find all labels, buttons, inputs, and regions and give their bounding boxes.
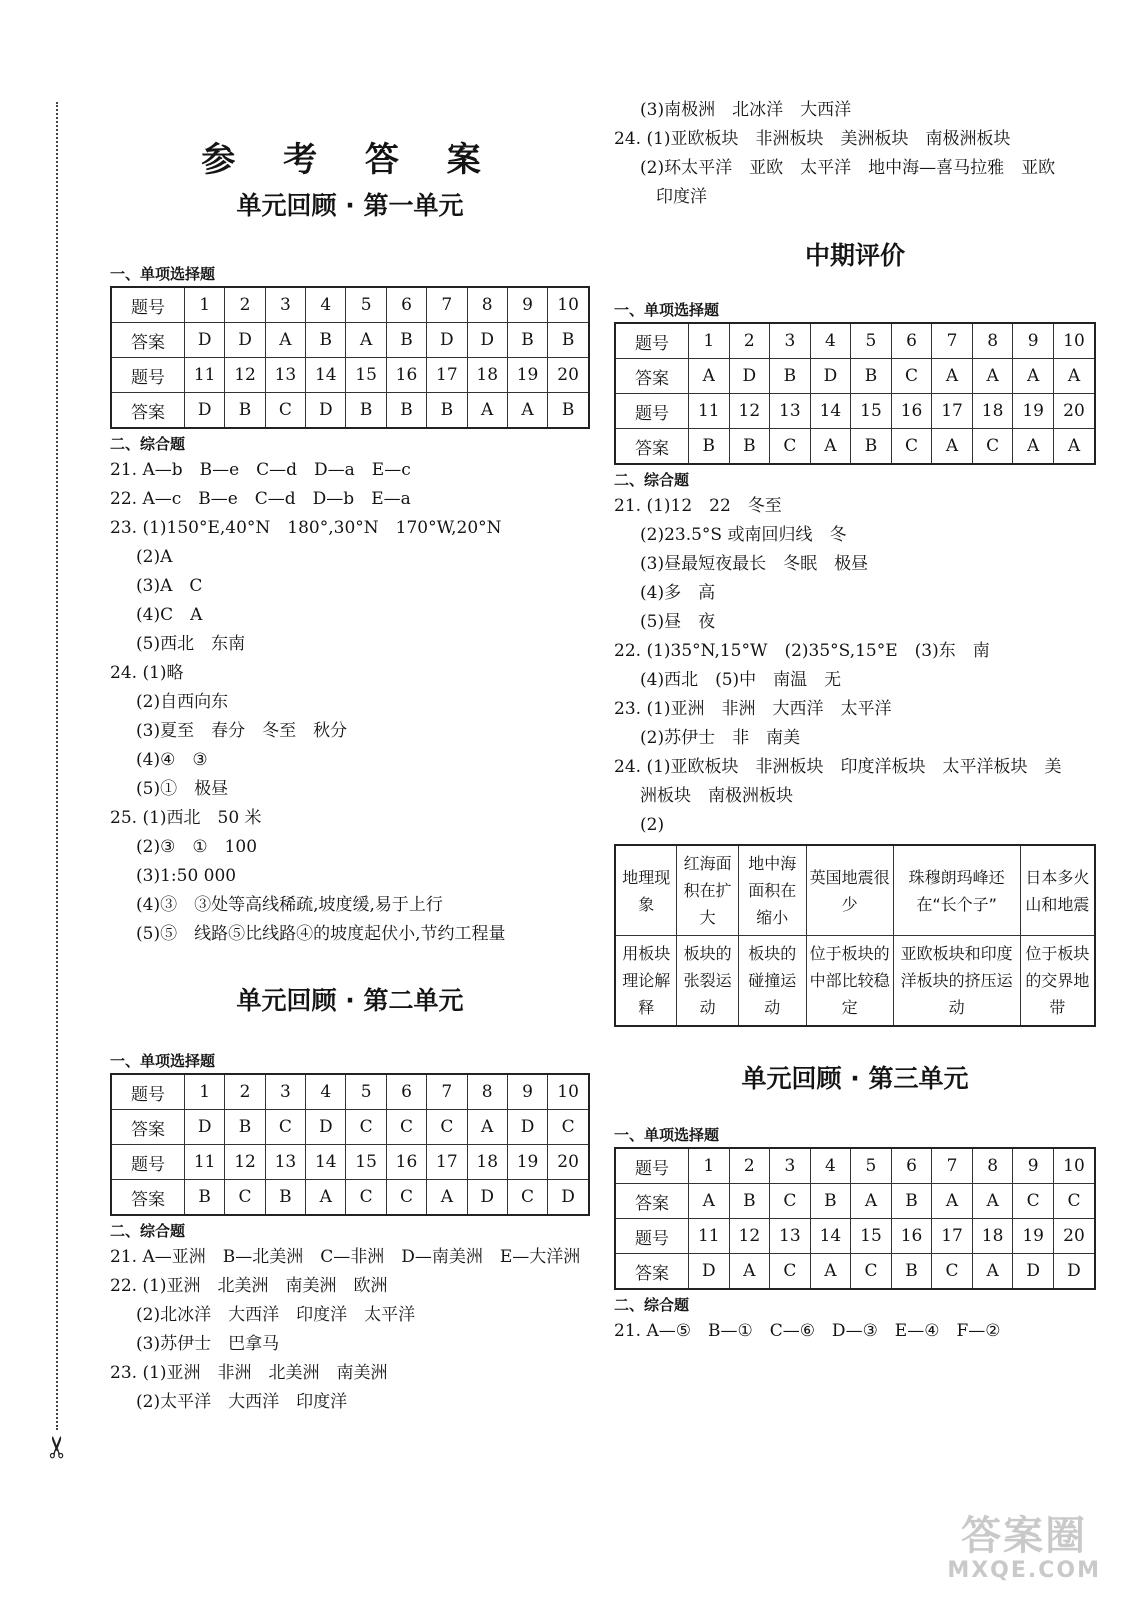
row-header-cell: 答案	[615, 359, 689, 394]
table-cell: 5	[851, 323, 892, 359]
table-cell: 20	[548, 1145, 589, 1180]
answer-line: (4)C A	[136, 605, 203, 625]
table-cell: D	[185, 323, 225, 358]
row-header-cell: 答案	[111, 393, 185, 429]
table-cell: 14	[810, 1219, 851, 1254]
answer-line: 21. A—b B—e C—d D—a E—c	[110, 460, 411, 480]
table-cell: A	[467, 1110, 507, 1145]
table-cell: A	[932, 1184, 973, 1219]
cut-line	[56, 102, 58, 1430]
midterm-answer-table	[614, 322, 1096, 465]
table-cell: 16	[891, 394, 932, 429]
table-cell: 12	[225, 1145, 265, 1180]
row-header-cell: 答案	[615, 429, 689, 465]
answer-line: (3)昼最短夜最长 冬眠 极昼	[640, 554, 869, 574]
table-cell: C	[265, 393, 305, 429]
table-cell: 2	[225, 287, 265, 323]
answer-line: (2)苏伊士 非 南美	[640, 728, 801, 748]
table-cell: 15	[851, 1219, 892, 1254]
table-cell: B	[851, 359, 892, 394]
table-row	[615, 359, 1095, 394]
answer-line: (4)③ ③处等高线稀疏,坡度缓,易于上行	[136, 895, 443, 915]
table-cell: B	[225, 1110, 265, 1145]
table-cell: 14	[306, 358, 346, 393]
midterm-section-comprehensive: 二、综合题	[614, 471, 690, 489]
answer-line: (4)④ ③	[136, 750, 208, 770]
table-cell: 4	[306, 1074, 346, 1110]
table-cell: D	[306, 393, 346, 429]
row-header-cell: 题号	[111, 1145, 185, 1180]
row-header-cell: 题号	[615, 1219, 689, 1254]
table-cell: A	[972, 359, 1013, 394]
table-cell: 板块的碰撞运动	[738, 936, 806, 1027]
table-cell: 6	[386, 287, 426, 323]
table-cell: 3	[265, 287, 305, 323]
table-cell: 20	[1053, 1219, 1095, 1254]
unit1-section-choice: 一、单项选择题	[110, 265, 216, 283]
table-cell: 12	[729, 394, 770, 429]
row-header-cell: 题号	[615, 323, 689, 359]
table-cell: D	[810, 359, 851, 394]
table-cell: 7	[932, 1148, 973, 1184]
table-cell: 8	[467, 1074, 507, 1110]
table-cell: B	[689, 429, 730, 465]
table-cell: 18	[467, 1145, 507, 1180]
table-cell: 13	[770, 394, 811, 429]
table-cell: 板块的张裂运动	[677, 936, 738, 1027]
row-header-cell: 答案	[111, 323, 185, 358]
answer-line: 24. (1)亚欧板块 非洲板块 美洲板块 南极洲板块	[614, 129, 1011, 149]
table-cell: 14	[810, 394, 851, 429]
unit2-answer-lines	[110, 1243, 590, 1417]
answer-line: (3)1:50 000	[136, 866, 237, 886]
watermark-top-text: 答案圈	[961, 1513, 1088, 1559]
answer-line: (2)太平洋 大西洋 印度洋	[136, 1392, 348, 1412]
table-cell: A	[1053, 429, 1095, 465]
table-cell: A	[467, 393, 507, 429]
table-cell: 19	[1013, 394, 1054, 429]
table-row	[615, 1254, 1095, 1290]
table-cell: D	[689, 1254, 730, 1290]
unit3-answer-lines	[614, 1317, 1096, 1346]
table-cell: B	[729, 429, 770, 465]
row-header-cell: 题号	[111, 1074, 185, 1110]
table-row	[111, 287, 589, 323]
unit2-section-choice: 一、单项选择题	[110, 1052, 216, 1070]
table-cell: B	[265, 1180, 305, 1216]
table-cell: 1	[185, 1074, 225, 1110]
table-cell: A	[689, 1184, 730, 1219]
table-cell: C	[972, 429, 1013, 465]
table-cell: 10	[1053, 323, 1095, 359]
table-cell: 11	[689, 1219, 730, 1254]
table-cell: D	[225, 323, 265, 358]
table-cell: 17	[427, 358, 467, 393]
row-header-cell: 题号	[111, 287, 185, 323]
unit2-section-comprehensive: 二、综合题	[110, 1222, 186, 1240]
unit1-section-comprehensive: 二、综合题	[110, 435, 186, 453]
table-cell: 珠穆朗玛峰还在“长个子”	[893, 845, 1020, 936]
table-cell: 13	[265, 1145, 305, 1180]
table-cell: C	[891, 359, 932, 394]
page-title: 参 考 答 案	[201, 140, 499, 180]
table-cell: 2	[729, 323, 770, 359]
table-cell: 18	[972, 1219, 1013, 1254]
table-cell: 9	[507, 287, 547, 323]
table-cell: A	[729, 1254, 770, 1290]
table-cell: C	[770, 429, 811, 465]
table-cell: C	[225, 1180, 265, 1216]
table-cell: 4	[306, 287, 346, 323]
table-cell: 亚欧板块和印度洋板块的挤压运动	[893, 936, 1020, 1027]
row-header-cell: 答案	[615, 1184, 689, 1219]
table-cell: C	[386, 1180, 426, 1216]
table-cell: 17	[932, 1219, 973, 1254]
table-cell: 16	[386, 358, 426, 393]
table-cell: B	[185, 1180, 225, 1216]
unit3-section-comprehensive: 二、综合题	[614, 1296, 690, 1314]
table-cell: 14	[306, 1145, 346, 1180]
table-cell: 5	[346, 287, 386, 323]
table-cell: A	[932, 359, 973, 394]
table-cell: 5	[346, 1074, 386, 1110]
table-cell: A	[810, 429, 851, 465]
answer-line: (2)	[640, 815, 665, 835]
table-cell: A	[1013, 359, 1054, 394]
table-cell: 4	[810, 1148, 851, 1184]
table-cell: A	[851, 1184, 892, 1219]
table-cell: B	[548, 393, 589, 429]
answer-line: 23. (1)150°E,40°N 180°,30°N 170°W,20°N	[110, 518, 502, 538]
table-cell: A	[346, 323, 386, 358]
table-cell: C	[386, 1110, 426, 1145]
table-cell: D	[548, 1180, 589, 1216]
row-header-cell: 题号	[111, 358, 185, 393]
unit1-title: 单元回顾 · 第一单元	[236, 191, 464, 220]
row-header-cell: 题号	[615, 394, 689, 429]
right-column	[614, 96, 1096, 1346]
table-cell: 地中海面积在缩小	[738, 845, 806, 936]
table-cell: 7	[427, 287, 467, 323]
midterm-section-choice: 一、单项选择题	[614, 301, 720, 319]
table-row	[615, 936, 1095, 1027]
table-cell: A	[427, 1180, 467, 1216]
answer-line: (3)夏至 春分 冬至 秋分	[136, 721, 348, 741]
table-cell: C	[1053, 1184, 1095, 1219]
table-cell: 15	[851, 394, 892, 429]
table-row	[111, 323, 589, 358]
table-cell: 19	[507, 1145, 547, 1180]
table-cell: A	[932, 429, 973, 465]
table-cell: D	[185, 393, 225, 429]
table-cell: C	[548, 1110, 589, 1145]
table-cell: 16	[891, 1219, 932, 1254]
watermark-bottom-text: MXQE.COM	[947, 1558, 1101, 1583]
answer-line: (3)A C	[136, 576, 203, 596]
table-cell: B	[851, 429, 892, 465]
table-cell: D	[507, 1110, 547, 1145]
table-cell: 11	[185, 358, 225, 393]
table-cell: B	[770, 359, 811, 394]
answer-line: 24. (1)亚欧板块 非洲板块 印度洋板块 太平洋板块 美	[614, 757, 1062, 777]
row-header-cell: 用板块理论解释	[615, 936, 677, 1027]
table-cell: C	[770, 1254, 811, 1290]
table-cell: A	[306, 1180, 346, 1216]
table-cell: 10	[1053, 1148, 1095, 1184]
table-cell: 8	[972, 1148, 1013, 1184]
table-cell: 5	[851, 1148, 892, 1184]
table-cell: D	[1053, 1254, 1095, 1290]
table-row	[111, 1110, 589, 1145]
table-cell: 6	[891, 1148, 932, 1184]
table-cell: 9	[507, 1074, 547, 1110]
table-cell: 6	[386, 1074, 426, 1110]
table-cell: 位于板块的中部比较稳定	[806, 936, 893, 1027]
table-cell: 18	[972, 394, 1013, 429]
table-cell: 8	[972, 323, 1013, 359]
midterm-title: 中期评价	[804, 241, 905, 270]
unit3-title: 单元回顾 · 第三单元	[741, 1064, 969, 1093]
table-row	[111, 1074, 589, 1110]
scissors-icon: ✂	[40, 1434, 76, 1460]
table-cell: A	[265, 323, 305, 358]
unit2-title: 单元回顾 · 第二单元	[236, 986, 464, 1015]
answer-line: (2)环太平洋 亚欧 太平洋 地中海—喜马拉雅 亚欧	[640, 158, 1056, 178]
answer-line: 21. A—亚洲 B—北美洲 C—非洲 D—南美洲 E—大洋洲	[110, 1247, 581, 1267]
answer-line: (5)① 极昼	[136, 779, 229, 799]
table-cell: 3	[770, 1148, 811, 1184]
table-cell: B	[346, 393, 386, 429]
answer-line: 22. (1)35°N,15°W (2)35°S,15°E (3)东 南	[614, 641, 990, 661]
table-cell: B	[891, 1184, 932, 1219]
row-header-cell: 答案	[615, 1254, 689, 1290]
answer-line: (5)西北 东南	[136, 634, 246, 654]
carryover-lines	[614, 96, 1096, 212]
table-row	[111, 1180, 589, 1216]
table-row	[615, 1219, 1095, 1254]
table-row	[111, 393, 589, 429]
answer-line: 24. (1)略	[110, 663, 184, 683]
table-cell: A	[1053, 359, 1095, 394]
table-cell: 13	[770, 1219, 811, 1254]
table-cell: 7	[932, 323, 973, 359]
table-cell: 1	[185, 287, 225, 323]
watermark-logo	[947, 1514, 1101, 1584]
answer-line: 21. (1)12 22 冬至	[614, 496, 782, 516]
table-cell: D	[1013, 1254, 1054, 1290]
answer-line: 印度洋	[656, 187, 707, 207]
table-cell: C	[427, 1110, 467, 1145]
table-cell: 位于板块的交界地带	[1020, 936, 1095, 1027]
answer-line: 22. (1)亚洲 北美洲 南美洲 欧洲	[110, 1276, 388, 1296]
table-cell: 8	[467, 287, 507, 323]
midterm-answer-lines	[614, 492, 1096, 840]
table-cell: A	[972, 1184, 1013, 1219]
unit2-answer-table	[110, 1073, 590, 1216]
row-header-cell: 题号	[615, 1148, 689, 1184]
table-cell: 2	[729, 1148, 770, 1184]
table-cell: 11	[185, 1145, 225, 1180]
table-cell: C	[265, 1110, 305, 1145]
table-row	[615, 845, 1095, 936]
table-cell: D	[729, 359, 770, 394]
answer-line: 21. A—⑤ B—① C—⑥ D—③ E—④ F—②	[614, 1321, 1001, 1341]
answer-line: (2)A	[136, 547, 173, 567]
answer-line: (2)③ ① 100	[136, 837, 258, 857]
table-cell: C	[1013, 1184, 1054, 1219]
table-cell: D	[306, 1110, 346, 1145]
table-cell: 19	[507, 358, 547, 393]
table-cell: C	[507, 1180, 547, 1216]
table-cell: 3	[770, 323, 811, 359]
table-cell: D	[427, 323, 467, 358]
table-cell: 3	[265, 1074, 305, 1110]
table-cell: 11	[689, 394, 730, 429]
table-cell: B	[810, 1184, 851, 1219]
table-cell: B	[507, 323, 547, 358]
table-cell: A	[1013, 429, 1054, 465]
table-cell: C	[932, 1254, 973, 1290]
table-cell: 15	[346, 1145, 386, 1180]
answer-line: (5)昼 夜	[640, 612, 716, 632]
table-cell: 18	[467, 358, 507, 393]
answer-line: 22. A—c B—e C—d D—b E—a	[110, 489, 411, 509]
table-cell: B	[386, 323, 426, 358]
table-cell: 英国地震很少	[806, 845, 893, 936]
answer-line: (4)多 高	[640, 583, 716, 603]
table-row	[615, 1148, 1095, 1184]
table-cell: B	[729, 1184, 770, 1219]
answer-line: (5)⑤ 线路⑤比线路④的坡度起伏小,节约工程量	[136, 924, 506, 944]
table-cell: B	[225, 393, 265, 429]
table-cell: B	[427, 393, 467, 429]
answer-line: 23. (1)亚洲 非洲 北美洲 南美洲	[110, 1363, 388, 1383]
unit3-section-choice: 一、单项选择题	[614, 1126, 720, 1144]
plate-tectonics-table	[614, 844, 1096, 1027]
row-header-cell: 答案	[111, 1180, 185, 1216]
table-cell: C	[851, 1254, 892, 1290]
table-cell: 17	[932, 394, 973, 429]
table-cell: 15	[346, 358, 386, 393]
table-cell: 12	[225, 358, 265, 393]
table-cell: A	[972, 1254, 1013, 1290]
answer-line: (2)自西向东	[136, 692, 229, 712]
table-cell: 1	[689, 1148, 730, 1184]
answer-line: 25. (1)西北 50 米	[110, 808, 262, 828]
table-row	[615, 323, 1095, 359]
table-cell: 1	[689, 323, 730, 359]
unit1-answer-table	[110, 286, 590, 429]
answer-line: (2)23.5°S 或南回归线 冬	[640, 525, 847, 545]
left-column	[110, 96, 590, 1417]
answer-line: (3)苏伊士 巴拿马	[136, 1334, 280, 1354]
table-cell: A	[507, 393, 547, 429]
table-cell: 日本多火山和地震	[1020, 845, 1095, 936]
table-cell: 6	[891, 323, 932, 359]
table-cell: D	[467, 323, 507, 358]
table-row	[615, 1184, 1095, 1219]
table-cell: C	[346, 1110, 386, 1145]
table-cell: B	[891, 1254, 932, 1290]
table-cell: 10	[548, 1074, 589, 1110]
table-cell: 20	[548, 358, 589, 393]
table-cell: D	[185, 1110, 225, 1145]
answer-line: (3)南极洲 北冰洋 大西洋	[640, 100, 852, 120]
table-cell: 4	[810, 323, 851, 359]
table-row	[111, 1145, 589, 1180]
table-row	[615, 394, 1095, 429]
table-cell: A	[689, 359, 730, 394]
table-cell: B	[386, 393, 426, 429]
table-cell: D	[467, 1180, 507, 1216]
table-cell: B	[548, 323, 589, 358]
answer-line: (4)西北 (5)中 南温 无	[640, 670, 842, 690]
answer-line: 23. (1)亚洲 非洲 大西洋 太平洋	[614, 699, 892, 719]
table-cell: C	[346, 1180, 386, 1216]
row-header-cell: 地理现象	[615, 845, 677, 936]
table-row	[615, 429, 1095, 465]
table-row	[111, 358, 589, 393]
table-cell: 2	[225, 1074, 265, 1110]
table-cell: 20	[1053, 394, 1095, 429]
table-cell: C	[770, 1184, 811, 1219]
table-cell: 17	[427, 1145, 467, 1180]
answer-line: 洲板块 南极洲板块	[640, 786, 793, 806]
row-header-cell: 答案	[111, 1110, 185, 1145]
table-cell: 16	[386, 1145, 426, 1180]
table-cell: 7	[427, 1074, 467, 1110]
table-cell: 19	[1013, 1219, 1054, 1254]
table-cell: B	[306, 323, 346, 358]
table-cell: C	[891, 429, 932, 465]
table-cell: 10	[548, 287, 589, 323]
table-cell: 13	[265, 358, 305, 393]
answer-line: (2)北冰洋 大西洋 印度洋 太平洋	[136, 1305, 416, 1325]
table-cell: 红海面积在扩大	[677, 845, 738, 936]
unit3-answer-table	[614, 1147, 1096, 1290]
unit1-answer-lines	[110, 456, 590, 949]
table-cell: 9	[1013, 1148, 1054, 1184]
table-cell: 12	[729, 1219, 770, 1254]
table-cell: A	[810, 1254, 851, 1290]
table-cell: 9	[1013, 323, 1054, 359]
